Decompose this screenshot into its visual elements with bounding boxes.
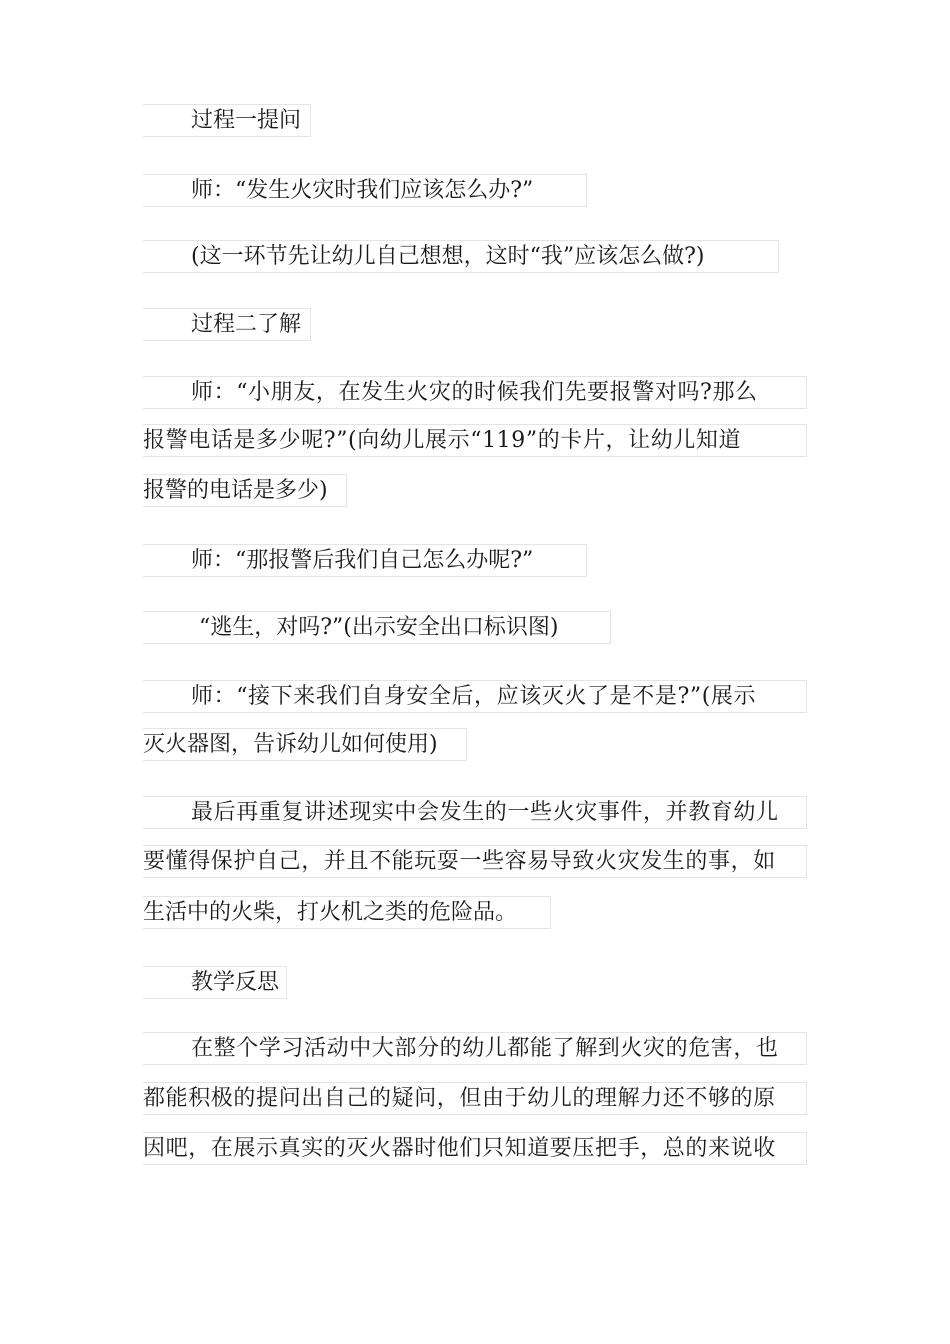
paragraph-line: 师：“小朋友，在发生火灾的时候我们先要报警对吗?那么 — [143, 376, 807, 409]
paragraph-line: 在整个学习活动中大部分的幼儿都能了解到火灾的危害，也 — [143, 1032, 807, 1065]
section-heading-process-one: 过程一提问 — [143, 104, 311, 137]
paragraph-line: 报警的电话是多少) — [143, 474, 347, 507]
paragraph-line: 报警电话是多少呢?”(向幼儿展示“119”的卡片，让幼儿知道 — [143, 424, 807, 457]
paragraph-line: 灭火器图，告诉幼儿如何使用) — [143, 728, 467, 761]
paragraph-line: 要懂得保护自己，并且不能玩耍一些容易导致火灾发生的事，如 — [143, 845, 807, 878]
paragraph-line: 师：“发生火灾时我们应该怎么办?” — [143, 174, 587, 207]
section-heading-process-two: 过程二了解 — [143, 308, 311, 341]
paragraph-line: 因吧，在展示真实的灭火器时他们只知道要压把手，总的来说收 — [143, 1132, 807, 1165]
paragraph-line: 师：“那报警后我们自己怎么办呢?” — [143, 544, 587, 577]
section-heading-teaching-reflection: 教学反思 — [143, 966, 287, 999]
paragraph-line: 最后再重复讲述现实中会发生的一些火灾事件，并教育幼儿 — [143, 796, 807, 829]
paragraph-line: 生活中的火柴，打火机之类的危险品。 — [143, 896, 551, 929]
paragraph-line: 师：“接下来我们自身安全后，应该灭火了是不是?”(展示 — [143, 680, 807, 713]
paragraph-line: (这一环节先让幼儿自己想想，这时“我”应该怎么做?) — [143, 240, 779, 273]
paragraph-line: “逃生，对吗?”(出示安全出口标识图) — [143, 611, 611, 644]
paragraph-line: 都能积极的提问出自己的疑问，但由于幼儿的理解力还不够的原 — [143, 1082, 807, 1115]
